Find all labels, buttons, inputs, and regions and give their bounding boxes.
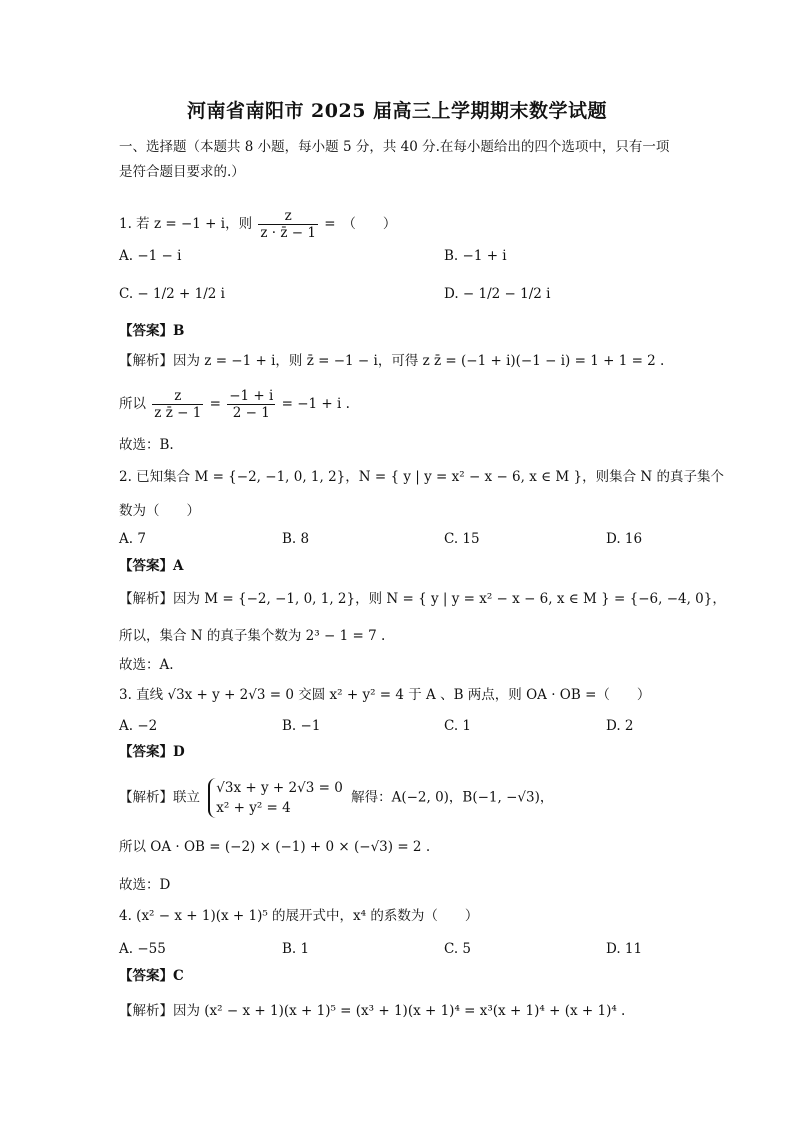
q2-analysis-line2: 所以，集合 N 的真子集个数为 2³ − 1 = 7 . [119,628,386,644]
q2-option-a: A. 7 [119,531,146,547]
q1-stem-prefix: 1. 若 z = −1 + i，则 [119,216,253,232]
q1-analysis-fraction1-numerator: z [152,388,203,405]
q1-stem-suffix: = （ ） [324,216,397,232]
q3-option-d: D. 2 [606,718,634,734]
q1-analysis-fraction1 [152,388,203,421]
q3-equation-system [208,778,342,818]
q2-answer: 【答案】A [119,558,184,574]
section-header-line2: 是符合题目要求的.） [119,164,245,180]
q2-analysis-line1: 【解析】因为 M = {−2, −1, 0, 1, 2}，则 N = { y | y = x² − x − 6, x ∈ M } = {−6, −4, 0}， [119,591,726,607]
q1-option-a: A. −1 − i [119,248,182,264]
q2-option-d: D. 16 [606,531,643,547]
q1-analysis-line1: 【解析】因为 z = −1 + i，则 z̄ = −1 − i，可得 z z̄ = (−1 + i)(−1 − i) = 1 + 1 = 2 . [119,353,665,369]
q2-stem-line1: 2. 已知集合 M = {−2, −1, 0, 1, 2}，N = { y | y = x² − x − 6, x ∈ M }，则集合 N 的真子集个 [119,469,725,485]
q4-analysis-line1: 【解析】因为 (x² − x + 1)(x + 1)⁵ = (x³ + 1)(x + 1)⁴ = x³(x + 1)⁴ + (x + 1)⁴ . [119,1003,626,1019]
q3-analysis-suffix: 解得：A(−2, 0)，B(−1, −√3)， [351,789,554,806]
section-header-line1: 一、选择题（本题共 8 小题，每小题 5 分，共 40 分.在每小题给出的四个选项中，只有一项 [119,139,670,155]
q1-analysis-fraction1-denominator: z z̄ − 1 [154,405,202,421]
q1-stem [119,208,396,241]
q1-conclusion: 故选：B. [119,437,174,453]
q4-option-d: D. 11 [606,941,643,957]
q1-analysis-fraction2 [227,388,275,421]
q3-conclusion: 故选：D [119,877,171,893]
q1-analysis-line2-suffix: = −1 + i . [281,396,350,412]
q3-option-b: B. −1 [282,718,321,734]
q3-analysis-prefix: 【解析】联立 [119,789,200,806]
q1-option-d: D. − 1/2 − 1/2 i [444,286,551,302]
q1-analysis-line2 [119,388,350,421]
q1-fraction-denominator: z · z̄ − 1 [260,225,316,241]
q1-analysis-fraction2-denominator: 2 − 1 [232,405,270,421]
q3-system-line2: x² + y² = 4 [216,800,291,816]
q1-option-b: B. −1 + i [444,248,507,264]
q3-option-c: C. 1 [444,718,472,734]
q2-stem-line2: 数为（ ） [119,503,200,519]
q4-answer: 【答案】C [119,968,184,984]
q1-answer: 【答案】B [119,323,185,339]
q4-option-c: C. 5 [444,941,472,957]
q1-fraction [258,208,318,241]
q1-analysis-equals: = [209,396,221,412]
document-title: 河南省南阳市 2025 届高三上学期期末数学试题 [186,100,608,122]
q4-stem: 4. (x² − x + 1)(x + 1)⁵ 的展开式中，x⁴ 的系数为（ ） [119,908,479,924]
q2-conclusion: 故选：A. [119,657,174,673]
q1-analysis-fraction2-numerator: −1 + i [229,388,274,404]
q1-option-c: C. − 1/2 + 1/2 i [119,286,225,302]
q3-answer: 【答案】D [119,744,185,760]
q1-analysis-line2-prefix: 所以 [119,396,146,412]
q4-option-a: A. −55 [119,941,166,957]
q3-option-a: A. −2 [119,718,158,734]
q3-analysis-line2: 所以 OA · OB = (−2) × (−1) + 0 × (−√3) = 2 . [119,839,431,855]
q3-analysis-line1 [119,778,553,818]
q4-option-b: B. 1 [282,941,310,957]
q2-option-c: C. 15 [444,531,480,547]
q3-system-line1: √3x + y + 2√3 = 0 [216,780,343,796]
q3-stem: 3. 直线 √3x + y + 2√3 = 0 交圆 x² + y² = 4 于 A 、B 两点，则 OA · OB =（ ） [119,687,651,703]
q1-fraction-numerator: z [258,208,318,225]
q2-option-b: B. 8 [282,531,310,547]
